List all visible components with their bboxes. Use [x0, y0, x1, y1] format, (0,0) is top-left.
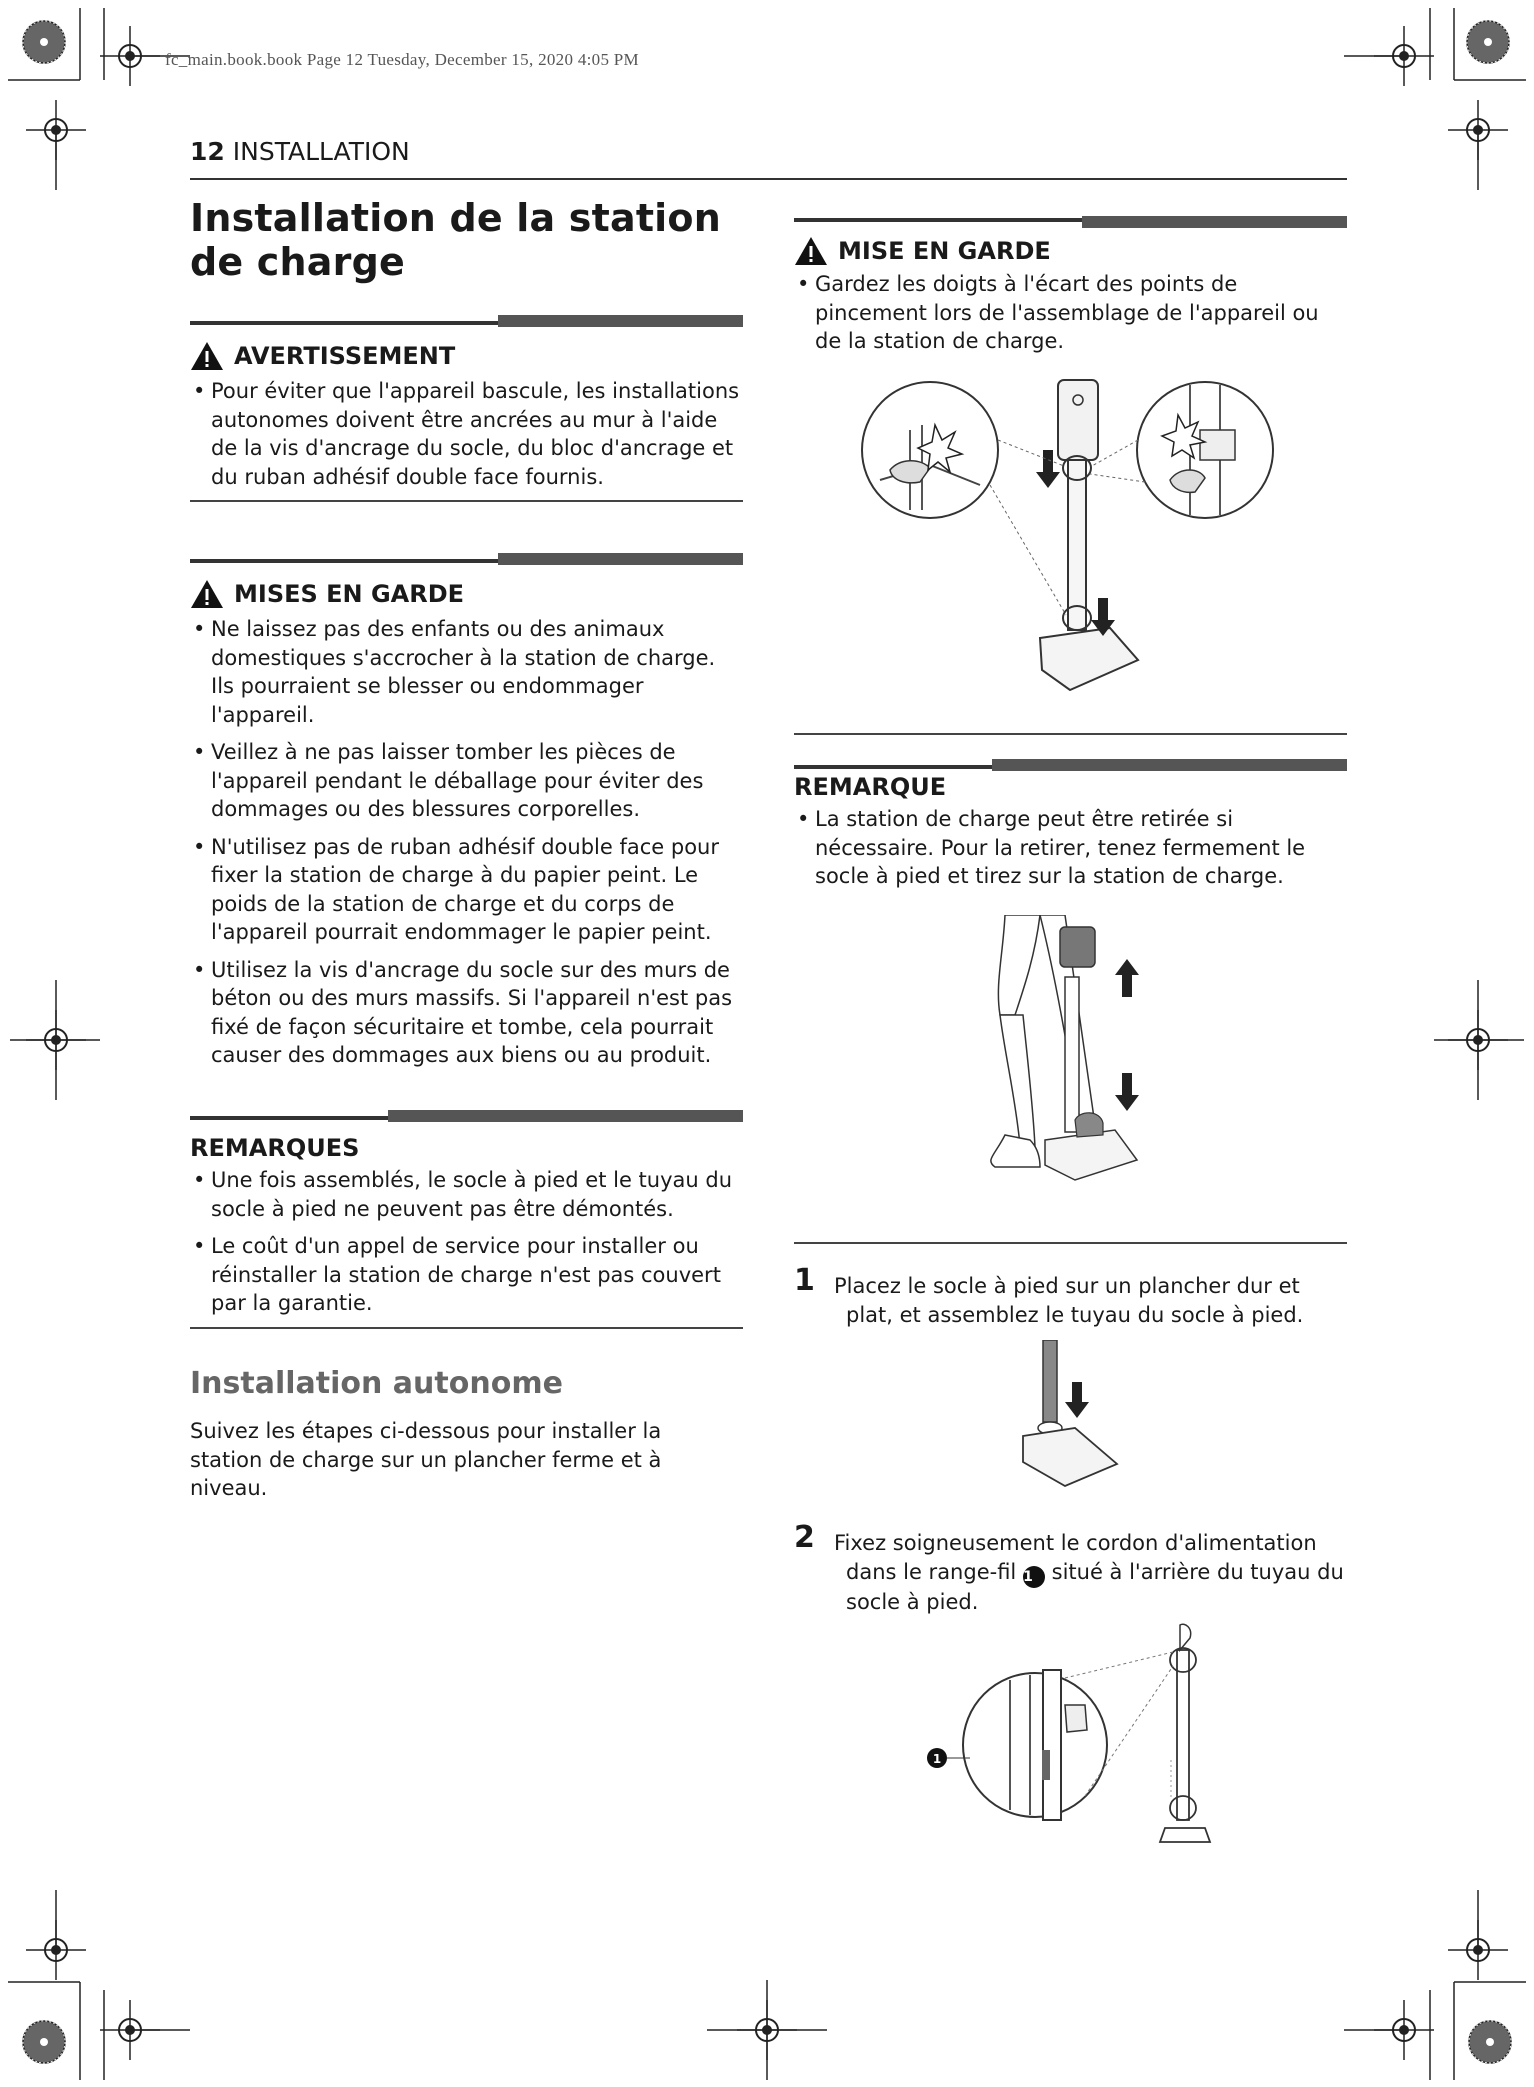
box-rule-thick [1082, 216, 1347, 228]
header-rule [190, 178, 1347, 180]
remarque-heading: REMARQUE [794, 773, 947, 801]
step-2-text-after: situé à l'arrière du tuyau du socle à pied. [846, 1560, 1344, 1614]
registration-starburst-icon [1467, 21, 1509, 63]
list-item: • Utilisez la vis d'ancrage du socle sur des murs de béton ou des murs massifs. Si l'appareil n'est pas fixé de façon sécuritaire et tombe, cela pourrait causer des dommages aux biens ou au produit. [190, 956, 743, 1070]
callout-marker-label: 1 [932, 1752, 942, 1766]
mise-en-garde-heading-text: MISE EN GARDE [838, 237, 1051, 265]
remarques-list [190, 1166, 743, 1318]
box-bottom-rule [190, 1327, 743, 1329]
page-title: Installation de la station de charge [190, 196, 721, 284]
base-assembly-illustration [1015, 1340, 1135, 1490]
box-rule-thick [498, 315, 743, 327]
step-2-text [834, 1529, 1358, 1617]
remarques-heading: REMARQUES [190, 1134, 360, 1162]
page-number: 12 [190, 137, 225, 166]
avertissement-list [190, 377, 743, 491]
pinch-point-illustration [860, 370, 1280, 700]
removal-illustration [985, 915, 1165, 1185]
avertissement-box [190, 315, 743, 502]
section-name: INSTALLATION [232, 137, 410, 166]
mise-en-garde-box [794, 216, 1347, 365]
installation-autonome-title: Installation autonome [190, 1366, 563, 1401]
box-rule-thick [498, 553, 743, 565]
list-item: • Veillez à ne pas laisser tomber les pièces de l'appareil pendant le déballage pour éviter des dommages ou des blessures corporelles. [190, 738, 743, 824]
remarque-box [794, 733, 1347, 900]
avertissement-heading-text: AVERTISSEMENT [234, 342, 456, 370]
printer-slug: fc_main.book.book Page 12 Tuesday, December 15, 2020 4:05 PM [165, 50, 639, 69]
callout-marker: 1 [1023, 1566, 1045, 1588]
mises-en-garde-heading [190, 579, 743, 609]
warning-triangle-icon [794, 236, 828, 266]
box-rule [794, 765, 994, 769]
warning-triangle-icon [190, 341, 224, 371]
box-rule-thick [388, 1110, 743, 1122]
list-item: • Ne laissez pas des enfants ou des animaux domestiques s'accrocher à la station de charge. Ils pourraient se blesser ou endommager l'appareil. [190, 615, 743, 729]
mise-en-garde-list [794, 270, 1347, 356]
box-rule [794, 218, 1084, 222]
mises-en-garde-box [190, 553, 743, 1079]
step-1-rule [794, 1242, 1347, 1244]
list-item: • Une fois assemblés, le socle à pied et le tuyau du socle à pied ne peuvent pas être démontés. [190, 1166, 743, 1223]
list-item: • Le coût d'un appel de service pour installer ou réinstaller la station de charge n'est pas couvert par la garantie. [190, 1232, 743, 1318]
registration-starburst-icon [1469, 2021, 1511, 2063]
box-rule-thick [992, 759, 1347, 771]
page-header [190, 137, 410, 166]
list-item: • N'utilisez pas de ruban adhésif double face pour fixer la station de charge à du papier peint. Le poids de la station de charge et du corps de l'appareil pourrait endommager le papier peint. [190, 833, 743, 947]
list-item: • La station de charge peut être retirée si nécessaire. Pour la retirer, tenez fermement le socle à pied et tirez sur la station de charge. [794, 805, 1347, 891]
step-2-number: 2 [794, 1520, 815, 1555]
step-2-text-before: Fixez soigneusement le cordon d'alimentation dans le range-fil [834, 1531, 1317, 1584]
avertissement-heading [190, 341, 743, 371]
step-1-text: Placez le socle à pied sur un plancher dur et plat, et assemblez le tuyau du socle à pied. [834, 1274, 1304, 1327]
box-bottom-rule [190, 500, 743, 502]
step-1-number: 1 [794, 1263, 815, 1298]
registration-starburst-icon [23, 21, 65, 63]
box-rule [190, 321, 500, 325]
list-item: • Pour éviter que l'appareil bascule, les installations autonomes doivent être ancrées au mur à l'aide de la vis d'ancrage du socle, du bloc d'ancrage et du ruban adhésif double face fournis. [190, 377, 743, 491]
remarque-list [794, 805, 1347, 891]
warning-triangle-icon [190, 579, 224, 609]
remarques-box [190, 1110, 743, 1329]
mises-en-garde-list [190, 615, 743, 1070]
box-rule [794, 733, 1347, 735]
installation-autonome-text: Suivez les étapes ci-dessous pour installer la station de charge sur un plancher ferme et à niveau. [190, 1419, 662, 1500]
box-rule [190, 559, 500, 563]
cord-holder-illustration [915, 1620, 1235, 1860]
list-item: • Gardez les doigts à l'écart des points de pincement lors de l'assemblage de l'appareil ou de la station de charge. [794, 270, 1347, 356]
box-rule [190, 1116, 390, 1120]
mise-en-garde-heading [794, 236, 1347, 266]
mises-en-garde-heading-text: MISES EN GARDE [234, 580, 465, 608]
registration-starburst-icon [23, 2021, 65, 2063]
